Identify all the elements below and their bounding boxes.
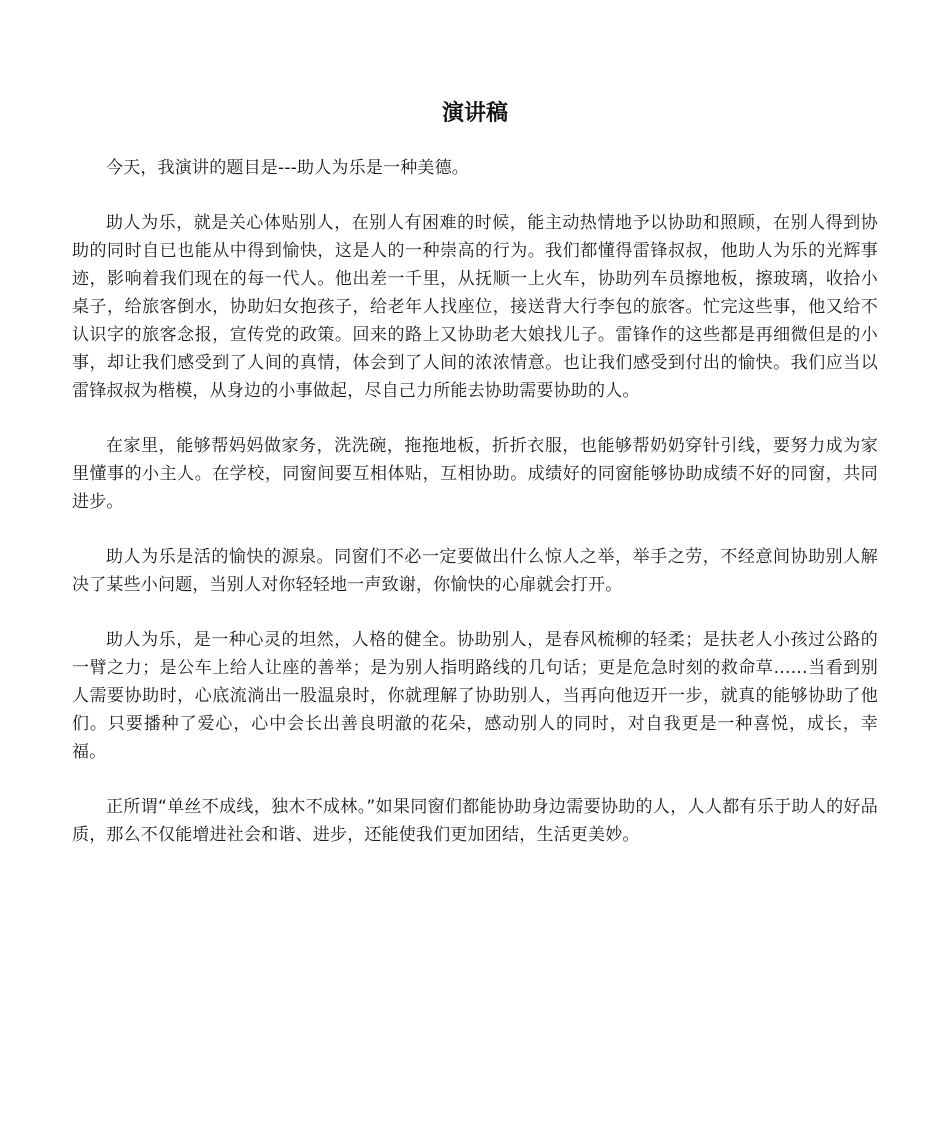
paragraph-home-school: 在家里，能够帮妈妈做家务，洗洗碗，拖拖地板，折折衣服，也能够帮奶奶穿针引线，要努力成为家里懂事的小主人。在学校，同窗间要互相体贴，互相协助。成绩好的同窗能够协助成绩不好的同窗，共同进步。 (72, 436, 878, 512)
paragraph-helping-others: 助人为乐，是一种心灵的坦然，人格的健全。协助别人，是春风梳柳的轻柔；是扶老人小孩过公路的一臂之力；是公车上给人让座的善举；是为别人指明路线的几句话；更是危急时刻的救命草……当看到别人需要协助时，心底流淌出一股温泉时，你就理解了协助别人，当再向他迈开一步，就真的能够协助了他们。只要播种了爱心，心中会长出善良明澈的花朵，感动别人的同时，对自我更是一种喜悦，成长，幸福。 (72, 630, 878, 762)
document-title: 演讲稿 (441, 101, 508, 126)
paragraph-intro: 今天，我演讲的题目是---助人为乐是一种美德。 (106, 158, 470, 178)
paragraph-conclusion: 正所谓“单丝不成线，独木不成林。”如果同窗们都能协助身边需要协助的人，人人都有乐于助人的好品质，那么不仅能增进社会和谐、进步，还能使我们更加团结，生活更美妙。 (72, 797, 878, 845)
paragraph-source-of-joy: 助人为乐是活的愉快的源泉。同窗们不必一定要做出什么惊人之举，举手之劳，不经意间协助别人解决了某些小问题，当别人对你轻轻地一声致谢，你愉快的心扉就会打开。 (72, 547, 878, 595)
paragraph-lei-feng: 助人为乐，就是关心体贴别人，在别人有困难的时候，能主动热情地予以协助和照顾，在别人得到协助的同时自已也能从中得到愉快，这是人的一种崇高的行为。我们都懂得雷锋叔叔，他助人为乐的光辉事迹，影响着我们现在的每一代人。他出差一千里，从抚顺一上火车，协助列车员擦地板，擦玻璃，收拾小桌子，给旅客倒水，协助妇女抱孩子，给老年人找座位，接送背大行李包的旅客。忙完这些事，他又给不认识字的旅客念报，宣传党的政策。回来的路上又协助老大娘找儿子。雷锋作的这些都是再细微但是的小事，却让我们感受到了人间的真情，体会到了人间的浓浓情意。也让我们感受到付出的愉快。我们应当以雷锋叔叔为楷模，从身边的小事做起，尽自己力所能去协助需要协助的人。 (72, 213, 878, 401)
